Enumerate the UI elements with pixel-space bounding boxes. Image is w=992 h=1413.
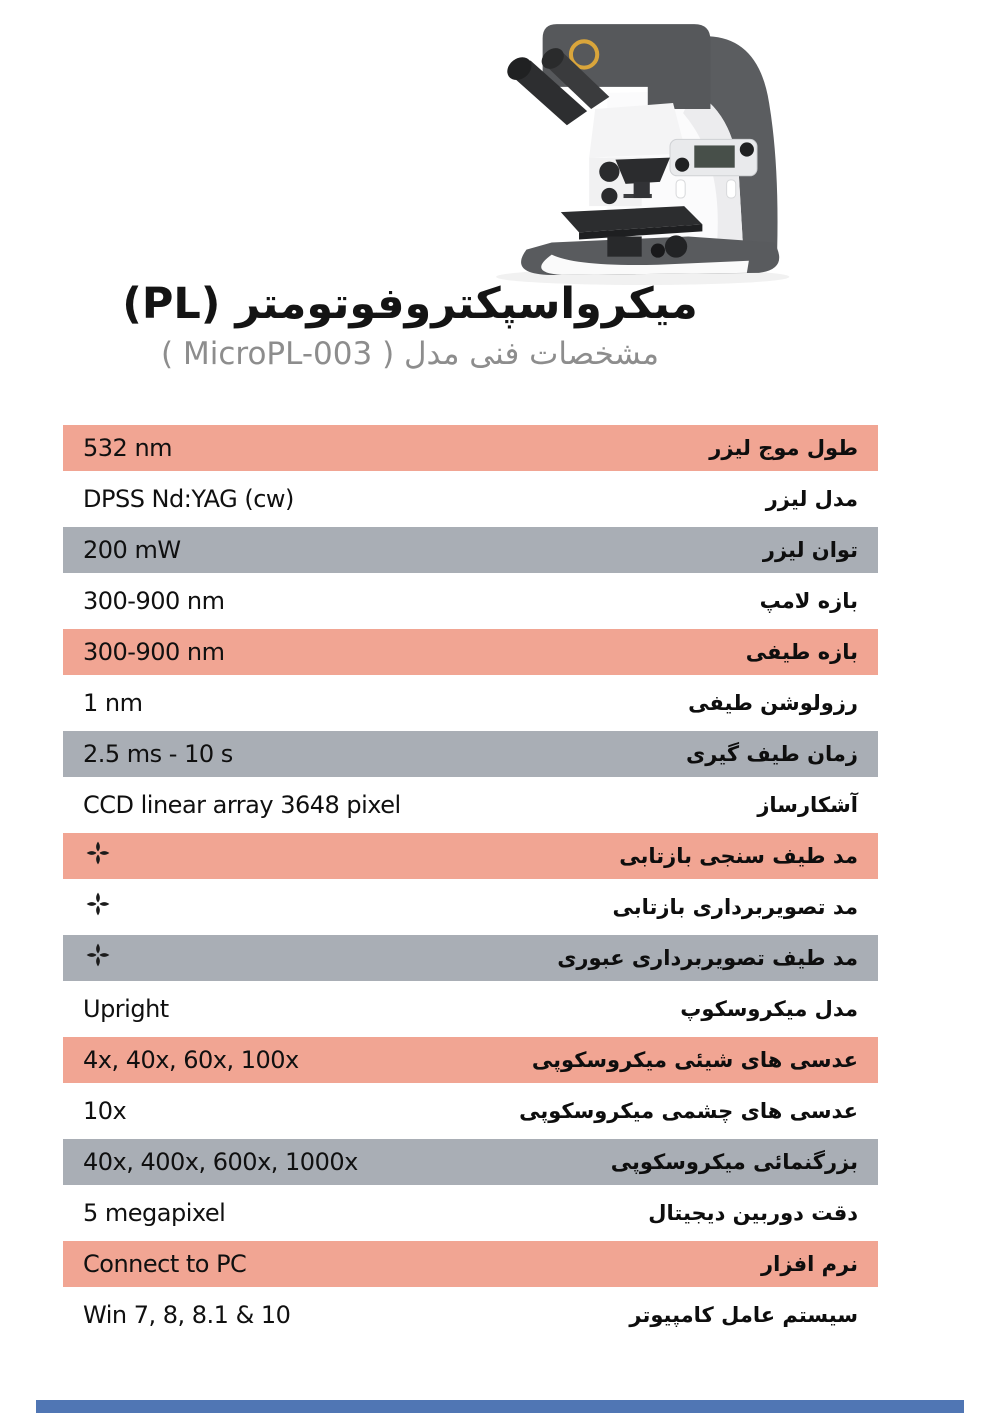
spec-value: Win 7, 8, 8.1 & 10 [83, 1300, 291, 1329]
spec-label: بزرگنمائی میکروسکوپی [610, 1150, 858, 1174]
spec-label: زمان طیف گیری [686, 742, 858, 766]
spec-value: DPSS Nd:YAG (cw) [83, 484, 294, 513]
spec-label: طول موج لیزر [709, 436, 858, 460]
spec-row [63, 881, 878, 932]
spec-row [63, 728, 878, 779]
spec-label: سیستم عامل کامپیوتر [629, 1302, 858, 1327]
spec-row [63, 575, 878, 626]
microscope-image [455, 12, 790, 287]
spec-label: نرم افزار [761, 1252, 858, 1276]
spec-value-icon [83, 891, 111, 923]
spec-value: 40x, 400x, 600x, 1000x [83, 1148, 358, 1176]
title-block [8, 278, 812, 373]
page-title: میکرواسپکتروفوتومتر (PL) [122, 279, 698, 329]
spec-row [63, 473, 878, 524]
spec-label: مد تصویربرداری بازتابی [612, 894, 858, 919]
spec-row [63, 1187, 878, 1238]
spec-value: 532 nm [83, 434, 173, 462]
spec-row [63, 422, 878, 473]
four-petal-asterisk-icon [85, 942, 111, 968]
spec-value: Upright [83, 994, 169, 1023]
spec-label: توان لیزر [762, 538, 858, 562]
upright-microscope-illustration [455, 12, 790, 287]
spec-value: 5 megapixel [83, 1198, 226, 1227]
spec-label: دقت دوربین دیجیتال [648, 1200, 858, 1225]
spec-row [63, 1238, 878, 1289]
spec-row [63, 677, 878, 728]
spec-label: مد طیف تصویربرداری عبوری [557, 946, 858, 970]
spec-row [63, 932, 878, 983]
spec-label: رزولوشن طیفی [688, 690, 858, 715]
spec-value-icon [83, 840, 111, 872]
spec-label: عدسی های شیئی میکروسکوپی [531, 1048, 858, 1072]
spec-row [63, 830, 878, 881]
spec-row [63, 1136, 878, 1187]
spec-row [63, 779, 878, 830]
spec-value: CCD linear array 3648 pixel [83, 790, 401, 819]
spec-label: عدسی های چشمی میکروسکوپی [519, 1098, 858, 1123]
spec-table [63, 422, 878, 1340]
spec-label: بازه لامپ [759, 588, 858, 613]
spec-value: Connect to PC [83, 1250, 247, 1278]
spec-label: مدل میکروسکوپ [680, 996, 858, 1021]
footer-bar [36, 1400, 964, 1413]
spec-label: آشکارساز [757, 792, 858, 817]
four-petal-asterisk-icon [85, 840, 111, 866]
spec-label: مد طیف سنجی بازتابی [619, 844, 858, 868]
spec-row [63, 1289, 878, 1340]
spec-row [63, 524, 878, 575]
spec-value: 2.5 ms - 10 s [83, 740, 233, 768]
spec-row [63, 626, 878, 677]
spec-value: 1 nm [83, 688, 143, 717]
spec-value: 4x, 40x, 60x, 100x [83, 1046, 299, 1074]
spec-label: مدل لیزر [765, 486, 858, 511]
spec-row [63, 1034, 878, 1085]
spec-label: بازه طیفی [745, 640, 858, 664]
four-petal-asterisk-icon [85, 891, 111, 917]
spec-row [63, 983, 878, 1034]
spec-value: 300-900 nm [83, 638, 225, 666]
spec-value-icon [83, 942, 111, 974]
spec-row [63, 1085, 878, 1136]
spec-value: 200 mW [83, 536, 181, 564]
spec-value: 300-900 nm [83, 586, 225, 615]
page-subtitle: مشخصات فنی مدل ( MicroPL-003 ) [161, 335, 659, 372]
spec-value: 10x [83, 1096, 127, 1125]
